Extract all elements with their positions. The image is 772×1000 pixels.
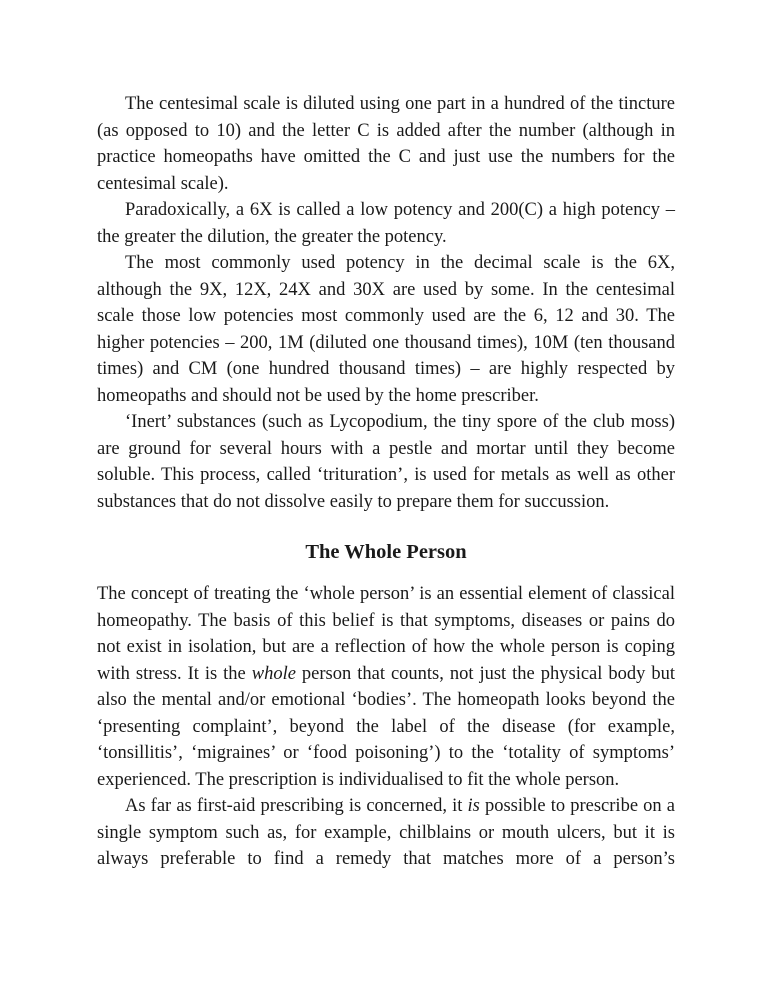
emphasis-is: is bbox=[467, 796, 480, 816]
text-run: person that counts, not just the physical body but also the mental and/or emotional ‘bodies’. The homeopath looks beyond the ‘presenting complaint’, beyond the label of the disease (for example, ‘tonsillitis’, ‘migraines’ or ‘food poisoning’) to the ‘totality of symptoms’ experienced. The prescription is individualised to fit the whole person. bbox=[97, 663, 675, 790]
text-run: The concept of treating the ‘whole person’ is an essential element of classical homeopathy. The basis of this belief is that symptoms, diseases or pains do not exist in isolation, but are a reflection of how the whole person is coping with stress. It is the bbox=[97, 584, 675, 684]
paragraph-trituration: ‘Inert’ substances (such as Lycopodium, the tiny spore of the club moss) are ground for several hours with a pestle and mortar until they become soluble. This process, called ‘trituration’, is used for metals as well as other substances that do not dissolve easily to prepare them for succussion. bbox=[97, 412, 675, 512]
paragraph-centesimal-scale: The centesimal scale is diluted using one part in a hundred of the tincture (as opposed to 10) and the letter C is added after the number (although in practice homeopaths have omitted the C and just use the numbers for the centesimal scale). bbox=[97, 94, 675, 194]
section-heading-whole-person: The Whole Person bbox=[305, 541, 467, 563]
emphasis-whole: whole bbox=[251, 663, 296, 684]
text-run: possible to prescribe on a single symptom such as, for example, chilblains or mouth ulcers, but it is always preferable to find a remedy that matches more of a person’s bbox=[97, 796, 675, 869]
page-body bbox=[97, 91, 675, 873]
paragraph-common-potencies: The most commonly used potency in the decimal scale is the 6X, although the 9X, 12X, 24X and 30X are used by some. In the centesimal scale those low potencies most commonly used are the 6, 12 and 30. The higher potencies – 200, 1M (diluted one thousand times), 10M (ten thousand times) and CM (one hundred thousand times) – are highly respected by homeopaths and should not be used by the home prescriber. bbox=[97, 253, 675, 406]
paragraph-whole-person-concept bbox=[97, 581, 675, 793]
paragraph-first-aid-prescribing bbox=[97, 793, 675, 873]
paragraph-potency-paradox: Paradoxically, a 6X is called a low potency and 200(C) a high potency – the greater the dilution, the greater the potency. bbox=[97, 200, 675, 247]
text-run: As far as first-aid prescribing is concerned, it bbox=[125, 796, 468, 816]
